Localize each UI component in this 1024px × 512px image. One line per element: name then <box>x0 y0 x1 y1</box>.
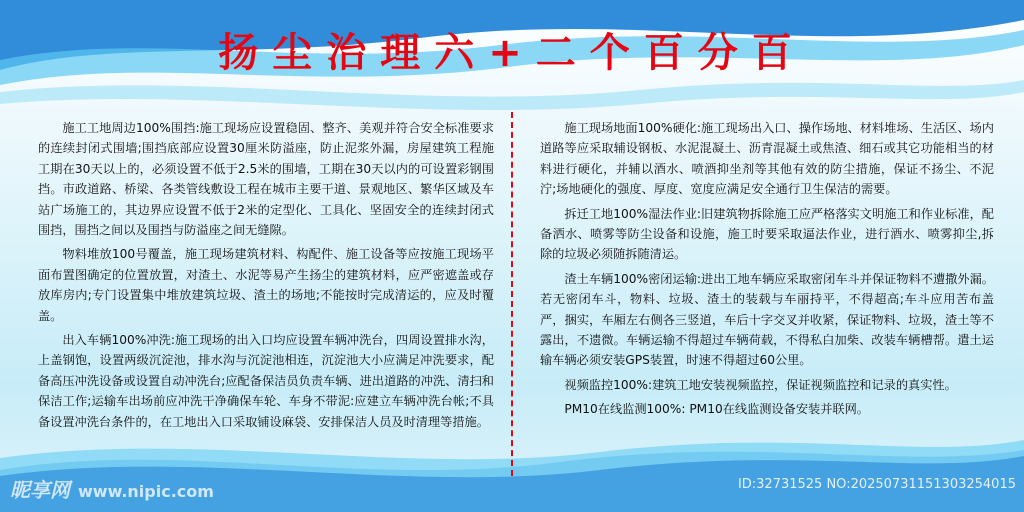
watermark-url: www.nipic.com <box>78 482 214 501</box>
watermark-brand-name: 昵享网 <box>10 478 70 502</box>
paragraph-enclosure: 施工工地周边100%围挡:施工现场应设置稳固、整齐、美观并符合安全标准要求的连续封闭式围墙;围挡底部应设置30厘米防溢座，防止泥浆外漏，房屋建筑工程施工期在30天以上的，必须设置不低于2.5米的围墙，工期在30天以内的可设置彩钢围挡。市政道路、桥梁、各类管线敷设工程在城市主要干道、景观地区、繁华区域及车站广场施工的，其边界应设置不低于2米的定型化、工具化、坚固安全的连续封闭式围挡，围挡之间以及围挡与防溢座之间无缝隙。 <box>38 121 494 238</box>
page-title: 扬尘治理六+二个百分百 <box>218 30 806 76</box>
paragraph-material-cover: 物料堆放100号覆盖，施工现场建筑材料、构配件、施工设备等应按施工现场平面布置图确定的位置放置，对渣土、水泥等易产生扬尘的建筑材料，应严密遮盖或存放库房内;专门设置集中堆放建筑垃圾、渣土的场地;不能按时完成清运的，应及时覆盖。 <box>38 247 494 323</box>
paragraph-pm10-monitoring: PM10在线监测100%: PM10在线监测设备安装并联网。 <box>564 402 869 417</box>
right-column <box>540 118 994 424</box>
left-column <box>38 118 494 436</box>
paragraph-vehicle-wash: 出入车辆100%冲洗:施工现场的出入口均应设置车辆冲洗台，四周设置排水沟，上盖钢饱，设置两级沉淀池，排水沟与沉淀池相连，沉淀池大小应满足冲洗要求，配备高压冲洗设备或设置自动冲洗台;应配备保洁员负责车辆、进出道路的冲洗、清扫和保洁工作;运输车出场前应冲洗干净确保车轮、车身不带泥:应建立车辆冲洗台帐;不具备设置冲洗台条件的，在工地出入口采取铺设麻袋、安排保洁人员及时清理等措施。 <box>38 333 494 429</box>
paragraph-wet-demolition: 拆迁工地100%湿法作业:旧建筑物拆除施工应严格落实文明施工和作业标准，配备洒水、喷雾等防尘设备和设施，施工时要采取逼法作业，进行酒水、喷雾抑尘,拆除的垃圾必须随拆随清运。 <box>540 206 994 262</box>
paragraph-video-monitoring: 视频监控100%:建筑工地安装视频监控，保证视频监控和记录的真实性。 <box>564 377 957 392</box>
watermark-id: ID:32731525 NO:20250731151303254015 <box>737 477 1016 492</box>
column-divider <box>511 112 513 476</box>
watermark-brand <box>10 474 214 503</box>
paragraph-sealed-transport: 渣土车辆100%密闭运输:进出工地车辆应采取密闭车斗并保证物料不遭撒外漏。若无密闭车斗，物料、垃圾、渣土的装载与车丽持平，不得超高;车斗应用苦布盖严，捆实，车厢左右侧各三竖道，车后十字交叉并收紧，保证物料、垃圾，渣土等不露出，不遗微。车辆运输不得超过车辆荷载，不得私白加柴、改装车辆槽帮。遣土运输车辆必须安装GPS装置，时速不得超过60公里。 <box>540 271 994 368</box>
paragraph-ground-hardening: 施工现场地面100%硬化:施工现场出入口、操作场地、材料堆场、生活区、场内道路等应采取辅设钢板、水泥混凝土、沥青混凝土或焦渣、细石或其它功能相当的材料进行硬化，并辅以酒水、喷酒抑坐剂等其他有效的防尘措施，保证不扬尘、不泥泞;场地硬化的强度、厚度、宽度应满足安全通行卫生保洁的需要。 <box>540 121 994 197</box>
